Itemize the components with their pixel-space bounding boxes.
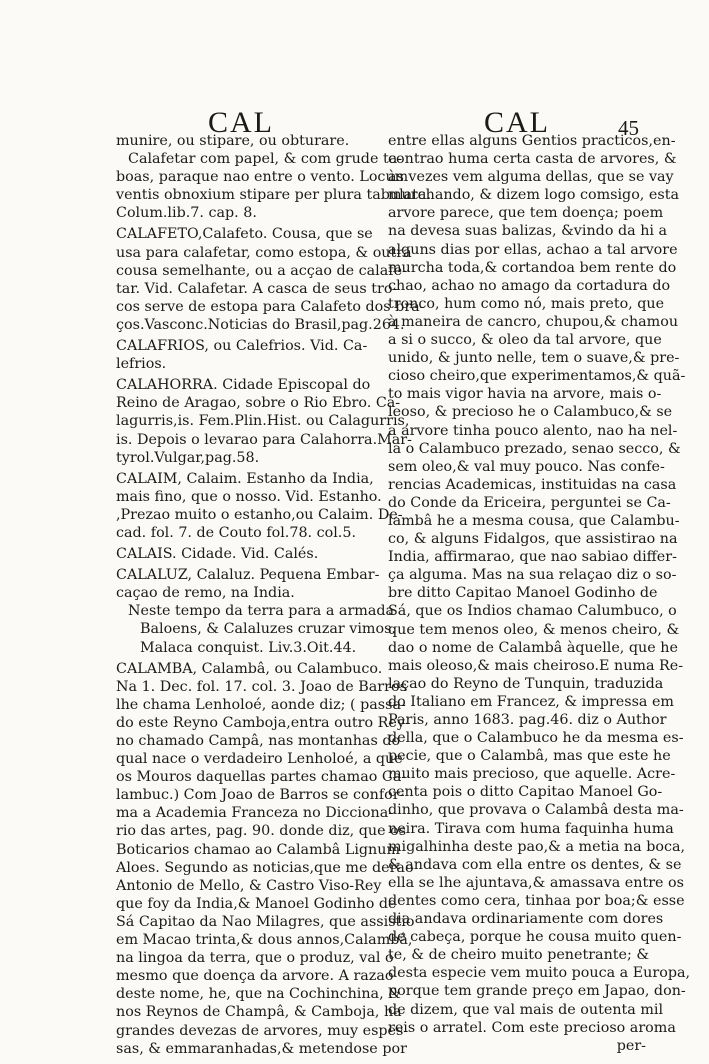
text-line: to mais vigor havia na arvore, mais o- xyxy=(388,386,662,403)
text-line: rio das artes, pag. 90. donde diz, que os xyxy=(116,823,407,840)
text-line: caçao de remo, na India. xyxy=(116,585,295,602)
text-line: Sá, que os Indios chamao Calumbuco, o xyxy=(388,603,677,620)
text-line: Malaca conquist. Liv.3.Oit.44. xyxy=(140,639,357,656)
text-line: na lingoa da terra, que o produz, val o xyxy=(116,950,394,967)
text-line: do este Reyno Camboja,entra outro Rey- xyxy=(116,714,410,731)
text-line: às vezes vem alguma dellas, que se vay xyxy=(388,169,674,186)
text-line: nos Reynos de Champâ, & Camboja, ha xyxy=(116,1004,402,1021)
text-line: Colum.lib.7. cap. 8. xyxy=(116,205,257,222)
text-line: que tem menos oleo, & menos cheiro, & xyxy=(388,621,680,638)
text-line: ça alguma. Mas na sua relaçao diz o so- xyxy=(388,567,677,584)
text-line: Boticarios chamao ao Calambâ Lignum xyxy=(116,841,401,858)
text-line: Baloens, & Calaluzes cruzar vimos. xyxy=(140,621,396,638)
text-line: Paris, anno 1683. pag.46. diz o Author xyxy=(388,712,667,728)
text-line: ella se lhe ajuntava,& amassava entre os xyxy=(388,874,685,891)
running-head-left: CAL xyxy=(208,106,274,139)
text-line: arvore parece, que tem doença; poem xyxy=(388,205,664,222)
text-line: cioso cheiro,que experimentamos,& quã- xyxy=(388,368,686,385)
text-line: lambuc.) Com Joao de Barros se confor- xyxy=(116,787,405,804)
text-line: lagurris,is. Fem.Plin.Hist. ou Calagurris, xyxy=(116,413,410,430)
text-line: dao o nome de Calambâ àquelle, que he xyxy=(388,639,678,656)
text-line: cousa semelhante, ou a acçao de calafe- xyxy=(116,262,407,279)
text-line: India, affirmarao, que nao sabiao differ- xyxy=(388,549,677,566)
text-line: Aloes. Segundo as noticias,que me derao xyxy=(116,859,414,876)
text-line: munire, ou stipare, ou obturare. xyxy=(116,133,350,149)
text-line: boas, paraque nao entre o vento. Locum xyxy=(116,169,409,186)
text-line: CALAFETO,Calafeto. Cousa, que se xyxy=(116,226,373,243)
text-line: murchando, & dizem logo comsigo, esta xyxy=(388,187,679,204)
text-line: alguns dias por ellas, achao a tal arvore xyxy=(388,241,678,258)
text-line: CALALUZ, Calaluz. Pequena Embar- xyxy=(116,567,380,584)
text-line: co, & alguns Fidalgos, que assistirao na xyxy=(388,531,678,548)
text-line: cad. fol. 7. de Couto fol.78. col.5. xyxy=(116,524,356,541)
text-line: ,Prezao muito o estanho,ou Calaim. De- xyxy=(116,506,403,523)
right-text-column xyxy=(388,132,691,1055)
text-line: la o Calambuco prezado, senao secco, & xyxy=(388,440,681,457)
text-line: dia andava ordinariamente com dores xyxy=(388,911,664,928)
text-line: desta especie vem muito pouca a Europa, xyxy=(388,965,691,982)
text-line: que foy da India,& Manoel Godinho de xyxy=(116,895,397,912)
text-line: pecie, que o Calambâ, mas que este he xyxy=(388,748,671,765)
text-line: mais oleoso,& mais cheiroso.E numa Re- xyxy=(388,657,684,674)
text-line: Na 1. Dec. fol. 17. col. 3. Joao de Barros xyxy=(116,678,407,695)
text-line: em Macao trinta,& dous annos,Calambâ, xyxy=(116,932,413,949)
text-line: Antonio de Mello, & Castro Viso-Rey xyxy=(116,877,382,894)
text-line: Neste tempo da terra para a armada xyxy=(128,603,395,620)
text-line: is. Depois o levarao para Calahorra.Mar- xyxy=(116,431,412,448)
text-line: CALAHORRA. Cidade Episcopal do xyxy=(116,377,371,394)
text-line: no chamado Campâ, nas montanhas do xyxy=(116,733,401,749)
text-line: dinho, que provava o Calambâ desta ma- xyxy=(388,802,684,819)
text-line: ma a Academia Franceza no Dicciona- xyxy=(116,805,394,822)
text-line: tar. Vid. Calafetar. A casca de seus tro- xyxy=(116,280,398,297)
text-line: contrao huma certa casta de arvores, & xyxy=(388,151,677,168)
text-line: unido, & junto nelle, tem o suave,& pre- xyxy=(388,350,680,367)
text-line: leoso, & precioso he o Calambuco,& se xyxy=(388,404,673,421)
text-line: Sá Capitao da Nao Milagres, que assistio xyxy=(116,913,415,930)
text-line: centa pois o ditto Capitao Manoel Go- xyxy=(388,784,663,801)
text-line: a si o succo, & oleo da tal arvore, que xyxy=(388,332,662,349)
text-line: entre ellas alguns Gentios practicos,en- xyxy=(388,133,676,149)
text-line: de dizem, que val mais de outenta mil xyxy=(388,1001,664,1018)
text-line: qual nace o verdadeiro Lenholoé, a que xyxy=(116,751,403,768)
text-line: ços.Vasconc.Noticias do Brasil,pag.264. xyxy=(116,316,405,333)
text-line: CALAIS. Cidade. Vid. Calés. xyxy=(116,546,319,563)
text-line: Calafetar com papel, & com grude ta- xyxy=(128,151,403,168)
text-line: grandes devezas de arvores, muy espes- xyxy=(116,1022,409,1039)
text-line: Reino de Aragao, sobre o Rio Ebro. Ca- xyxy=(116,395,401,412)
text-line: dentes como cera, tinhaa por boa;& esse xyxy=(388,892,685,909)
text-line: lefrios. xyxy=(116,356,167,373)
text-line: sas, & emmaranhadas,& metendose por xyxy=(116,1040,407,1057)
running-head-right: CAL xyxy=(484,106,550,139)
text-line: CALAIM, Calaim. Estanho da India, xyxy=(116,470,374,487)
text-line: CALAFRIOS, ou Calefrios. Vid. Ca- xyxy=(116,338,368,355)
text-line: à maneira de cancro, chupou,& chamou xyxy=(388,313,679,330)
text-line: murcha toda,& cortandoa bem rente do xyxy=(388,259,677,276)
text-line: laçao do Reyno de Tunquin, traduzida xyxy=(388,675,664,692)
text-line: te, & de cheiro muito penetrante; & xyxy=(388,947,650,964)
text-line: mesmo que doença da arvore. A razao xyxy=(116,968,394,985)
text-line: tronco, hum como nó, mais preto, que xyxy=(388,295,665,312)
text-line: ventis obnoxium stipare per plura tabulata. xyxy=(116,187,431,204)
text-line: sem oleo,& val muy pouco. Nas confe- xyxy=(388,458,665,475)
text-line: lambâ he a mesma cousa, que Calambu- xyxy=(388,512,680,529)
text-line: na devesa suas balizas, &vindo da hi a xyxy=(388,223,668,240)
text-line: tyrol.Vulgar,pag.58. xyxy=(116,449,260,466)
left-text-column xyxy=(116,132,431,1058)
text-line: do Italiano em Francez, & impressa em xyxy=(388,693,674,710)
text-line: lhe chama Lenholoé, aonde diz; ( passa- xyxy=(116,696,406,713)
text-line: mais fino, que o nosso. Vid. Estanho. xyxy=(116,488,382,505)
text-line: neira. Tirava com huma faquinha huma xyxy=(388,820,674,837)
text-line: rencias Academicas, instituidas na casa xyxy=(388,476,677,493)
text-line: bre ditto Capitao Manoel Godinho de xyxy=(388,585,658,602)
text-line: della, que o Calambuco he da mesma es- xyxy=(388,730,684,747)
text-line: de cabeça, porque he cousa muito quen- xyxy=(388,929,682,946)
text-line: chao, achao no amago da cortadura do xyxy=(388,277,671,294)
text-line: do Conde da Ericeira, perguntei se Ca- xyxy=(388,494,671,511)
text-line: a arvore tinha pouco alento, nao ha nel- xyxy=(388,422,678,439)
text-line: porque tem grande preço em Japao, don- xyxy=(388,983,686,1000)
text-line: & andava com ella entre os dentes, & se xyxy=(388,856,682,873)
text-line: muito mais precioso, que aquelle. Acre- xyxy=(388,766,676,783)
page-number: 45 xyxy=(618,116,639,140)
text-line: deste nome, he, que na Cochinchina, & xyxy=(116,986,401,1003)
text-line: per- xyxy=(616,1037,646,1054)
text-line: cos serve de estopa para Calafeto dos bra- xyxy=(116,298,425,315)
text-line: migalhinha deste pao,& a metia na boca, xyxy=(388,838,686,855)
text-line: reis o arratel. Com este precioso aroma xyxy=(388,1019,676,1036)
text-line: usa para calafetar, como estopa, & outra xyxy=(116,244,412,261)
text-line: os Mouros daquellas partes chamao Ca- xyxy=(116,769,407,786)
text-line: CALAMBA, Calambâ, ou Calambuco. xyxy=(116,660,383,677)
